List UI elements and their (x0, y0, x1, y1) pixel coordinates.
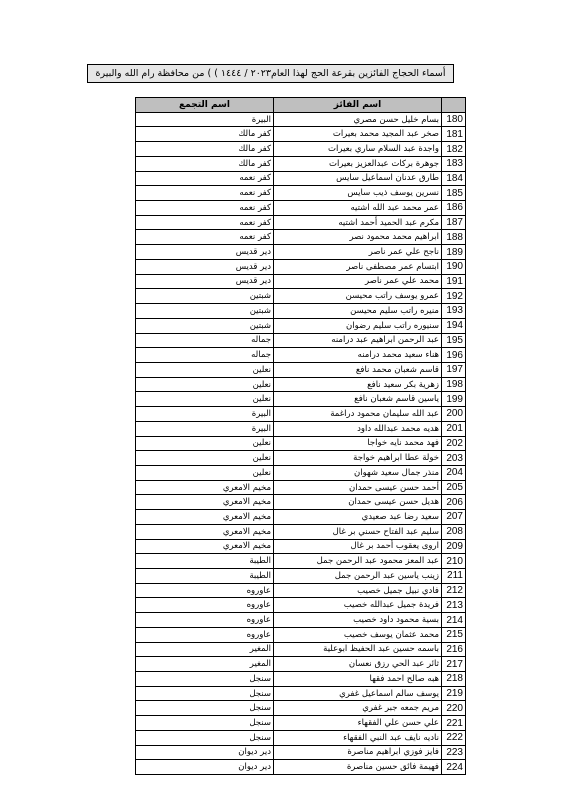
name-cell: أحمد حسن عيسى حمدان (274, 480, 442, 495)
table-row (136, 245, 466, 260)
table-row (136, 730, 466, 745)
group-cell: نعلين (136, 392, 274, 407)
number-cell: 208 (442, 524, 466, 539)
name-cell: محمد عثمان يوسف خصيب (274, 627, 442, 642)
number-cell: 199 (442, 392, 466, 407)
header-number (442, 98, 466, 113)
number-cell: 181 (442, 127, 466, 142)
name-cell: هديه محمد عبدالله داود (274, 421, 442, 436)
table-row (136, 201, 466, 216)
name-cell: علي حسن علي الفقهاء (274, 716, 442, 731)
name-cell: يوسف سالم اسماعيل غفري (274, 686, 442, 701)
number-cell: 180 (442, 112, 466, 127)
table-row (136, 304, 466, 319)
table-row (136, 451, 466, 466)
name-cell: صخر عبد المجيد محمد بعيرات (274, 127, 442, 142)
number-cell: 218 (442, 672, 466, 687)
name-cell: سنيوره راتب سليم رضوان (274, 318, 442, 333)
group-cell: كفر نعمه (136, 171, 274, 186)
name-cell: زينب ياسين عبد الرحمن جمل (274, 569, 442, 584)
table-row (136, 686, 466, 701)
name-cell: مكرم عبد الحميد أحمد اشتيه (274, 215, 442, 230)
table-header-row (136, 98, 466, 113)
group-cell: نعلين (136, 436, 274, 451)
number-cell: 182 (442, 142, 466, 157)
name-cell: ابتسام عمر مصطفى ناصر (274, 259, 442, 274)
number-cell: 219 (442, 686, 466, 701)
table-row (136, 465, 466, 480)
name-cell: ناديه نايف عبد النبي الفقهاء (274, 730, 442, 745)
group-cell: جماله (136, 348, 274, 363)
name-cell: هناء سعيد محمد درامنه (274, 348, 442, 363)
group-cell: مخيم الامعري (136, 524, 274, 539)
number-cell: 215 (442, 627, 466, 642)
table-row (136, 377, 466, 392)
table-row (136, 598, 466, 613)
name-cell: عبد الله سليمان محمود دراغمة (274, 407, 442, 422)
table-row (136, 407, 466, 422)
name-cell: باسمه حسين عبد الحفيظ ابوعلية (274, 642, 442, 657)
group-cell: سنجل (136, 672, 274, 687)
name-cell: طارق عدنان اسماعيل سايس (274, 171, 442, 186)
number-cell: 207 (442, 510, 466, 525)
number-cell: 223 (442, 745, 466, 760)
name-cell: فريدة جميل عبدالله خصيب (274, 598, 442, 613)
table-row (136, 657, 466, 672)
header-name: اسم الفائز (274, 98, 442, 113)
name-cell: منيره راتب سليم محيسن (274, 304, 442, 319)
name-cell: فهيمة فائق حسين مناصرة (274, 760, 442, 775)
name-cell: خولة عطا ابراهيم خواجة (274, 451, 442, 466)
name-cell: بسام خليل حسن مصري (274, 112, 442, 127)
number-cell: 220 (442, 701, 466, 716)
group-cell: شبتين (136, 289, 274, 304)
group-cell: كفر نعمه (136, 230, 274, 245)
group-cell: نعلين (136, 451, 274, 466)
name-cell: فادي نبيل جميل خصيب (274, 583, 442, 598)
group-cell: المغير (136, 657, 274, 672)
group-cell: كفر نعمه (136, 201, 274, 216)
group-cell: نعلين (136, 465, 274, 480)
name-cell: مريم جمعه جبر غفري (274, 701, 442, 716)
table-row (136, 583, 466, 598)
group-cell: شبتين (136, 318, 274, 333)
table-row (136, 510, 466, 525)
group-cell: عاوروه (136, 627, 274, 642)
number-cell: 217 (442, 657, 466, 672)
number-cell: 200 (442, 407, 466, 422)
number-cell: 203 (442, 451, 466, 466)
name-cell: ناجح علي عمر ناصر (274, 245, 442, 260)
group-cell: المغير (136, 642, 274, 657)
table-row (136, 289, 466, 304)
table-row (136, 230, 466, 245)
table-row (136, 392, 466, 407)
name-cell: هديل حسن عيسى حمدان (274, 495, 442, 510)
table-row (136, 539, 466, 554)
group-cell: دير ديوان (136, 760, 274, 775)
name-cell: عمر محمد عبد الله اشتيه (274, 201, 442, 216)
group-cell: سنجل (136, 716, 274, 731)
group-cell: عاوروه (136, 613, 274, 628)
name-cell: سليم عبد الفتاح حسني بر غال (274, 524, 442, 539)
group-cell: دير ديوان (136, 745, 274, 760)
group-cell: نعلين (136, 362, 274, 377)
number-cell: 192 (442, 289, 466, 304)
table-row (136, 348, 466, 363)
number-cell: 214 (442, 613, 466, 628)
name-cell: قاسم شعبان محمد نافع (274, 362, 442, 377)
table-row (136, 171, 466, 186)
table-row (136, 569, 466, 584)
group-cell: مخيم الامعري (136, 510, 274, 525)
table-row (136, 554, 466, 569)
number-cell: 211 (442, 569, 466, 584)
number-cell: 206 (442, 495, 466, 510)
name-cell: زهرية بكر سعيد نافع (274, 377, 442, 392)
table-row (136, 112, 466, 127)
group-cell: نعلين (136, 377, 274, 392)
group-cell: سنجل (136, 730, 274, 745)
number-cell: 184 (442, 171, 466, 186)
name-cell: واجدة عبد السلام ساري بعيرات (274, 142, 442, 157)
number-cell: 183 (442, 156, 466, 171)
group-cell: كفر مالك (136, 127, 274, 142)
table-row (136, 495, 466, 510)
group-cell: دير قديس (136, 259, 274, 274)
name-cell: عبد الرحمن ابراهيم عبد درامنه (274, 333, 442, 348)
group-cell: كفر نعمه (136, 215, 274, 230)
number-cell: 202 (442, 436, 466, 451)
group-cell: شبتين (136, 304, 274, 319)
group-cell: عاوروه (136, 598, 274, 613)
table-row (136, 215, 466, 230)
name-cell: هبه صالح احمد فقها (274, 672, 442, 687)
number-cell: 185 (442, 186, 466, 201)
number-cell: 221 (442, 716, 466, 731)
group-cell: مخيم الامعري (136, 495, 274, 510)
name-cell: سعيد رضا عبد صعيدي (274, 510, 442, 525)
table-row (136, 333, 466, 348)
table-row (136, 362, 466, 377)
table-row (136, 142, 466, 157)
name-cell: محمد علي عمر ناصر (274, 274, 442, 289)
name-cell: ياسين قاسم شعبان نافع (274, 392, 442, 407)
name-cell: اروى يعقوب أحمد بر غال (274, 539, 442, 554)
table-row (136, 613, 466, 628)
table-row (136, 259, 466, 274)
number-cell: 186 (442, 201, 466, 216)
number-cell: 224 (442, 760, 466, 775)
number-cell: 191 (442, 274, 466, 289)
name-cell: عبد المعز محمود عبد الرحمن جمل (274, 554, 442, 569)
group-cell: البيرة (136, 112, 274, 127)
number-cell: 198 (442, 377, 466, 392)
number-cell: 201 (442, 421, 466, 436)
number-cell: 210 (442, 554, 466, 569)
table-row (136, 127, 466, 142)
number-cell: 187 (442, 215, 466, 230)
group-cell: مخيم الامعري (136, 539, 274, 554)
name-cell: عمرو يوسف راتب محيسن (274, 289, 442, 304)
group-cell: كفر مالك (136, 142, 274, 157)
table-row (136, 701, 466, 716)
table-row (136, 745, 466, 760)
group-cell: الطيبة (136, 554, 274, 569)
name-cell: فهد محمد نايه خواجا (274, 436, 442, 451)
table-row (136, 760, 466, 775)
group-cell: البيرة (136, 421, 274, 436)
table-row (136, 716, 466, 731)
name-cell: ابراهيم محمد محمود نصر (274, 230, 442, 245)
group-cell: مخيم الامعري (136, 480, 274, 495)
group-cell: جماله (136, 333, 274, 348)
table-row (136, 318, 466, 333)
table-row (136, 524, 466, 539)
group-cell: كفر نعمه (136, 186, 274, 201)
number-cell: 204 (442, 465, 466, 480)
table-row (136, 436, 466, 451)
number-cell: 195 (442, 333, 466, 348)
name-cell: منذر جمال سعيد شهوان (274, 465, 442, 480)
table-row (136, 186, 466, 201)
number-cell: 194 (442, 318, 466, 333)
number-cell: 213 (442, 598, 466, 613)
group-cell: دير قديس (136, 245, 274, 260)
name-cell: جوهرة بركات عبدالعزيز بعيرات (274, 156, 442, 171)
number-cell: 216 (442, 642, 466, 657)
table-row (136, 672, 466, 687)
name-cell: بسية محمود داود خصيب (274, 613, 442, 628)
name-cell: فايز فوزي ابراهيم مناصرة (274, 745, 442, 760)
number-cell: 193 (442, 304, 466, 319)
group-cell: كفر مالك (136, 156, 274, 171)
table-body (136, 112, 466, 774)
number-cell: 212 (442, 583, 466, 598)
number-cell: 222 (442, 730, 466, 745)
header-group: اسم التجمع (136, 98, 274, 113)
winners-table (135, 97, 466, 775)
number-cell: 189 (442, 245, 466, 260)
table-row (136, 274, 466, 289)
group-cell: الطيبة (136, 569, 274, 584)
number-cell: 197 (442, 362, 466, 377)
table-row (136, 480, 466, 495)
group-cell: دير قديس (136, 274, 274, 289)
table-row (136, 627, 466, 642)
group-cell: البيرة (136, 407, 274, 422)
table-row (136, 642, 466, 657)
number-cell: 190 (442, 259, 466, 274)
number-cell: 188 (442, 230, 466, 245)
group-cell: عاوروه (136, 583, 274, 598)
group-cell: سنجل (136, 686, 274, 701)
document-title: أسماء الحجاج الفائزين بقرعة الحج لهذا العام٢٠٢٣ / ١٤٤٤ ) ) من محافظة رام الله والبيرة (87, 64, 454, 83)
number-cell: 209 (442, 539, 466, 554)
number-cell: 196 (442, 348, 466, 363)
group-cell: سنجل (136, 701, 274, 716)
table-row (136, 156, 466, 171)
name-cell: نسرين يوسف ذيب سايس (274, 186, 442, 201)
table-row (136, 421, 466, 436)
number-cell: 205 (442, 480, 466, 495)
name-cell: ثائر عبد الحي رزق نعسان (274, 657, 442, 672)
